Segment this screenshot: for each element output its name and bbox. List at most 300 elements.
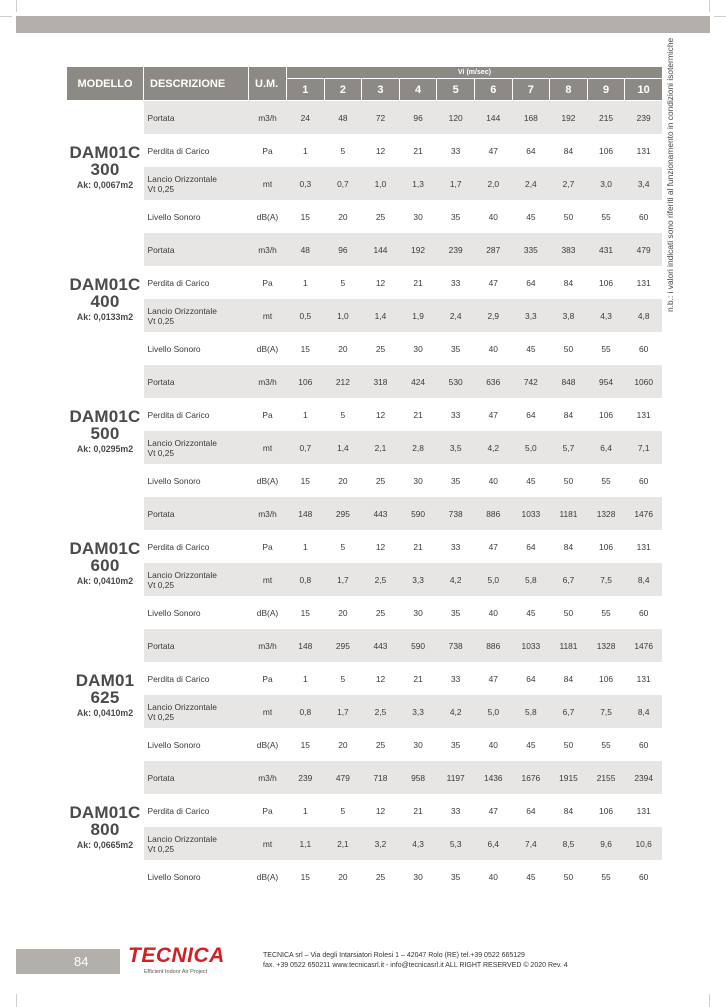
unit-cell: Pa xyxy=(262,805,273,816)
unit-cell: mt xyxy=(249,431,287,464)
description-cell xyxy=(144,398,249,431)
unit-cell: mt xyxy=(249,299,287,332)
value-cell: 1 xyxy=(302,805,308,816)
value-cell: 8,4 xyxy=(625,695,663,728)
description-line-1: Livello Sonoro xyxy=(147,211,201,222)
value-cell: 48 xyxy=(324,101,362,135)
page-number-bar xyxy=(16,949,120,974)
value-cell: 530 xyxy=(437,365,475,398)
value-cell: 1,0 xyxy=(362,167,400,200)
header-speed-1: 1 xyxy=(287,79,325,101)
value-cell: 215 xyxy=(587,101,625,135)
crop-mark xyxy=(709,0,710,12)
table-row xyxy=(67,497,663,530)
value-cell: 84 xyxy=(563,805,574,816)
value-cell: 3,4 xyxy=(625,167,663,200)
unit-cell: Pa xyxy=(262,541,273,552)
value-cell: 590 xyxy=(399,629,437,662)
value-cell: 5 xyxy=(340,673,346,684)
description-line-1: Lancio Orizzontale xyxy=(147,173,217,184)
unit-cell: m3/h xyxy=(249,497,287,530)
value-cell: 12 xyxy=(375,673,386,684)
description-line-1: Perdita di Carico xyxy=(147,805,210,816)
table-row xyxy=(67,299,663,332)
table-row xyxy=(67,332,663,365)
value-cell: 886 xyxy=(474,629,512,662)
value-cell: 64 xyxy=(526,145,536,156)
unit-cell: dB(A) xyxy=(256,871,279,882)
table-row xyxy=(67,134,663,167)
logo-wordmark: TECNICA xyxy=(128,944,225,967)
value-cell: 0,7 xyxy=(287,431,325,464)
value-cell: 25 xyxy=(375,343,386,354)
table-row xyxy=(67,365,663,398)
value-cell: 4,3 xyxy=(399,827,437,860)
value-cell: 106 xyxy=(599,541,614,552)
value-cell: 12 xyxy=(375,145,386,156)
value-cell: 20 xyxy=(338,475,348,486)
value-cell: 2,8 xyxy=(399,431,437,464)
value-cell: 9,6 xyxy=(587,827,625,860)
header-um: U.M. xyxy=(249,67,287,101)
table-row xyxy=(67,464,663,497)
description-line-1: Perdita di Carico xyxy=(147,277,210,288)
description-line-1: Perdita di Carico xyxy=(147,673,210,684)
description-line-1: Portata xyxy=(147,640,175,651)
description-cell xyxy=(144,365,249,398)
model-name-line-1: DAM01C xyxy=(69,143,141,162)
value-cell: 47 xyxy=(488,145,498,156)
model-name-line-2: 600 xyxy=(90,556,120,575)
description-cell xyxy=(144,794,249,827)
value-cell: 0,7 xyxy=(324,167,362,200)
header-speed-6: 6 xyxy=(474,79,512,101)
description-cell xyxy=(144,563,249,596)
description-line-1: Livello Sonoro xyxy=(147,607,201,618)
value-cell: 12 xyxy=(375,541,386,552)
model-cell xyxy=(67,233,144,365)
value-cell: 21 xyxy=(413,805,423,816)
value-cell: 20 xyxy=(338,739,348,750)
table-row xyxy=(67,431,663,464)
value-cell: 60 xyxy=(639,739,649,750)
description-cell xyxy=(144,464,249,497)
value-cell: 35 xyxy=(451,475,461,486)
description-line-2: Vt 0,25 xyxy=(147,843,175,854)
value-cell: 33 xyxy=(451,145,461,156)
description-cell xyxy=(144,695,249,728)
value-cell: 131 xyxy=(636,409,651,420)
value-cell: 30 xyxy=(413,211,423,222)
description-line-1: Lancio Orizzontale xyxy=(147,701,217,712)
description-cell xyxy=(144,134,249,167)
description-cell xyxy=(144,728,249,761)
value-cell: 12 xyxy=(375,277,386,288)
value-cell: 35 xyxy=(451,739,461,750)
value-cell: 50 xyxy=(563,343,574,354)
model-cell xyxy=(67,497,144,629)
value-cell: 5,7 xyxy=(550,431,588,464)
value-cell: 4,2 xyxy=(437,695,475,728)
value-cell: 1,1 xyxy=(287,827,325,860)
model-cell xyxy=(67,101,144,234)
value-cell: 25 xyxy=(375,739,386,750)
table-body xyxy=(67,101,663,894)
value-cell: 1328 xyxy=(587,629,625,662)
header-modello: MODELLO xyxy=(67,67,144,101)
description-line-1: Portata xyxy=(147,508,175,519)
table-row xyxy=(67,398,663,431)
value-cell: 6,7 xyxy=(550,695,588,728)
value-cell: 1060 xyxy=(625,365,663,398)
value-cell: 8,5 xyxy=(550,827,588,860)
value-cell: 50 xyxy=(563,739,574,750)
value-cell: 5,0 xyxy=(474,563,512,596)
value-cell: 96 xyxy=(399,101,437,135)
side-note-text: n.b.: i valori indicati sono riferiti al funzionamento in condizioni isotermiche xyxy=(665,37,675,312)
model-ak: Ak: 0,0665m2 xyxy=(76,840,134,850)
value-cell: 424 xyxy=(399,365,437,398)
value-cell: 148 xyxy=(287,629,325,662)
value-cell: 3,2 xyxy=(362,827,400,860)
unit-cell: mt xyxy=(249,563,287,596)
description-line-1: Lancio Orizzontale xyxy=(147,437,217,448)
value-cell: 168 xyxy=(512,101,550,135)
value-cell: 15 xyxy=(300,475,310,486)
model-name-line-2: 300 xyxy=(90,160,120,179)
value-cell: 5,8 xyxy=(512,563,550,596)
table-row xyxy=(67,200,663,233)
value-cell: 45 xyxy=(526,343,536,354)
value-cell: 131 xyxy=(636,673,651,684)
value-cell: 1,4 xyxy=(362,299,400,332)
value-cell: 1676 xyxy=(512,761,550,794)
value-cell: 192 xyxy=(399,233,437,266)
value-cell: 287 xyxy=(474,233,512,266)
value-cell: 106 xyxy=(287,365,325,398)
value-cell: 5,0 xyxy=(474,695,512,728)
unit-cell: mt xyxy=(249,695,287,728)
value-cell: 4,8 xyxy=(625,299,663,332)
value-cell: 636 xyxy=(474,365,512,398)
page-number: 84 xyxy=(74,954,89,969)
model-cell xyxy=(67,629,144,761)
value-cell: 1,9 xyxy=(399,299,437,332)
value-cell: 64 xyxy=(526,673,536,684)
specification-table xyxy=(66,66,663,893)
value-cell: 131 xyxy=(636,277,651,288)
value-cell: 131 xyxy=(636,541,651,552)
crop-mark xyxy=(16,994,17,1007)
description-cell xyxy=(144,497,249,530)
value-cell: 33 xyxy=(451,673,461,684)
value-cell: 5,0 xyxy=(512,431,550,464)
value-cell: 5 xyxy=(340,277,346,288)
table-row xyxy=(67,167,663,200)
value-cell: 958 xyxy=(399,761,437,794)
model-ak: Ak: 0,0133m2 xyxy=(76,312,134,322)
value-cell: 1,3 xyxy=(399,167,437,200)
table-row xyxy=(67,860,663,893)
value-cell: 15 xyxy=(300,607,310,618)
description-cell xyxy=(144,431,249,464)
value-cell: 7,4 xyxy=(512,827,550,860)
value-cell: 35 xyxy=(451,343,461,354)
value-cell: 2,5 xyxy=(362,563,400,596)
value-cell: 21 xyxy=(413,145,423,156)
value-cell: 40 xyxy=(488,871,498,882)
unit-cell: dB(A) xyxy=(256,739,279,750)
value-cell: 45 xyxy=(526,739,536,750)
value-cell: 55 xyxy=(601,475,611,486)
unit-cell: m3/h xyxy=(249,761,287,794)
description-line-2: Vt 0,25 xyxy=(147,183,175,194)
value-cell: 131 xyxy=(636,145,651,156)
value-cell: 106 xyxy=(599,145,614,156)
value-cell: 6,7 xyxy=(550,563,588,596)
value-cell: 1033 xyxy=(512,629,550,662)
value-cell: 30 xyxy=(413,343,423,354)
value-cell: 45 xyxy=(526,607,536,618)
value-cell: 431 xyxy=(587,233,625,266)
value-cell: 192 xyxy=(550,101,588,135)
value-cell: 15 xyxy=(300,211,310,222)
value-cell: 1 xyxy=(302,409,308,420)
value-cell: 12 xyxy=(375,805,386,816)
value-cell: 35 xyxy=(451,607,461,618)
value-cell: 144 xyxy=(474,101,512,135)
value-cell: 239 xyxy=(437,233,475,266)
description-cell xyxy=(144,266,249,299)
unit-cell: m3/h xyxy=(249,629,287,662)
header-speed-2: 2 xyxy=(324,79,362,101)
model-name-line-1: DAM01C xyxy=(69,539,141,558)
value-cell: 0,8 xyxy=(287,695,325,728)
header-speed-8: 8 xyxy=(550,79,588,101)
value-cell: 60 xyxy=(639,475,649,486)
description-line-1: Perdita di Carico xyxy=(147,541,210,552)
value-cell: 84 xyxy=(563,673,574,684)
description-cell xyxy=(144,827,249,860)
value-cell: 40 xyxy=(488,607,498,618)
value-cell: 55 xyxy=(601,607,611,618)
value-cell: 848 xyxy=(550,365,588,398)
value-cell: 84 xyxy=(563,409,574,420)
unit-cell: dB(A) xyxy=(256,475,279,486)
description-line-1: Livello Sonoro xyxy=(147,343,201,354)
value-cell: 6,4 xyxy=(474,827,512,860)
unit-cell: m3/h xyxy=(249,365,287,398)
table-row xyxy=(67,794,663,827)
header-speed-10: 10 xyxy=(625,79,663,101)
value-cell: 1476 xyxy=(625,497,663,530)
value-cell: 25 xyxy=(375,211,386,222)
model-name-line-2: 400 xyxy=(90,292,120,311)
value-cell: 40 xyxy=(488,475,498,486)
value-cell: 24 xyxy=(287,101,325,135)
value-cell: 12 xyxy=(375,409,386,420)
value-cell: 1915 xyxy=(550,761,588,794)
value-cell: 1 xyxy=(302,673,308,684)
description-line-1: Perdita di Carico xyxy=(147,145,210,156)
model-name-line-1: DAM01C xyxy=(69,275,141,294)
value-cell: 443 xyxy=(362,497,400,530)
value-cell: 5 xyxy=(340,541,346,552)
value-cell: 3,3 xyxy=(512,299,550,332)
unit-cell: Pa xyxy=(262,409,273,420)
value-cell: 3,8 xyxy=(550,299,588,332)
value-cell: 1181 xyxy=(550,629,588,662)
value-cell: 718 xyxy=(362,761,400,794)
description-line-2: Vt 0,25 xyxy=(147,579,175,590)
tecnica-logo xyxy=(128,944,224,976)
value-cell: 106 xyxy=(599,805,614,816)
company-line-2: fax. +39 0522 650211 www.tecnicasrl.it - info@tecnicasrl.it ALL RIGHT RESERVED © 2020 Rev. 4 xyxy=(263,962,568,969)
value-cell: 1,7 xyxy=(437,167,475,200)
description-line-1: Lancio Orizzontale xyxy=(147,569,217,580)
value-cell: 4,2 xyxy=(474,431,512,464)
value-cell: 5 xyxy=(340,145,346,156)
logo-tagline: Efficient Indoor Air Project xyxy=(144,969,208,975)
unit-cell: m3/h xyxy=(249,101,287,135)
crop-mark xyxy=(0,16,12,17)
table-row xyxy=(67,695,663,728)
description-line-2: Vt 0,25 xyxy=(147,447,175,458)
value-cell: 886 xyxy=(474,497,512,530)
value-cell: 7,1 xyxy=(625,431,663,464)
value-cell: 742 xyxy=(512,365,550,398)
value-cell: 2,4 xyxy=(512,167,550,200)
description-line-1: Portata xyxy=(147,112,175,123)
table-row xyxy=(67,563,663,596)
value-cell: 47 xyxy=(488,805,498,816)
description-cell xyxy=(144,860,249,893)
unit-cell: Pa xyxy=(262,277,273,288)
header-speed-9: 9 xyxy=(587,79,625,101)
value-cell: 131 xyxy=(636,805,651,816)
model-cell xyxy=(67,365,144,497)
value-cell: 0,3 xyxy=(287,167,325,200)
value-cell: 21 xyxy=(413,541,423,552)
value-cell: 5,8 xyxy=(512,695,550,728)
value-cell: 1181 xyxy=(550,497,588,530)
description-line-1: Portata xyxy=(147,772,175,783)
value-cell: 738 xyxy=(437,497,475,530)
value-cell: 7,5 xyxy=(587,695,625,728)
value-cell: 295 xyxy=(324,497,362,530)
value-cell: 40 xyxy=(488,343,498,354)
header-speed-3: 3 xyxy=(362,79,400,101)
value-cell: 3,3 xyxy=(399,563,437,596)
value-cell: 212 xyxy=(324,365,362,398)
value-cell: 0,8 xyxy=(287,563,325,596)
value-cell: 55 xyxy=(601,739,611,750)
description-cell xyxy=(144,596,249,629)
description-line-1: Lancio Orizzontale xyxy=(147,833,217,844)
unit-cell: mt xyxy=(249,167,287,200)
value-cell: 60 xyxy=(639,211,649,222)
value-cell: 5 xyxy=(340,805,346,816)
value-cell: 25 xyxy=(375,607,386,618)
value-cell: 72 xyxy=(362,101,400,135)
description-cell xyxy=(144,200,249,233)
crop-mark xyxy=(714,16,726,17)
value-cell: 106 xyxy=(599,409,614,420)
description-line-2: Vt 0,25 xyxy=(147,315,175,326)
value-cell: 45 xyxy=(526,475,536,486)
model-name-line-2: 800 xyxy=(90,820,120,839)
value-cell: 64 xyxy=(526,277,536,288)
value-cell: 1 xyxy=(302,145,308,156)
value-cell: 60 xyxy=(639,343,649,354)
description-line-1: Livello Sonoro xyxy=(147,739,201,750)
unit-cell: Pa xyxy=(262,673,273,684)
model-ak: Ak: 0,0410m2 xyxy=(76,576,134,586)
value-cell: 239 xyxy=(287,761,325,794)
value-cell: 21 xyxy=(413,409,423,420)
value-cell: 1197 xyxy=(437,761,475,794)
value-cell: 50 xyxy=(563,475,574,486)
value-cell: 20 xyxy=(338,211,348,222)
value-cell: 55 xyxy=(601,871,611,882)
value-cell: 2,5 xyxy=(362,695,400,728)
value-cell: 21 xyxy=(413,277,423,288)
value-cell: 2,1 xyxy=(362,431,400,464)
description-line-1: Lancio Orizzontale xyxy=(147,305,217,316)
unit-cell: m3/h xyxy=(249,233,287,266)
value-cell: 84 xyxy=(563,277,574,288)
value-cell: 3,5 xyxy=(437,431,475,464)
model-name-line-1: DAM01 xyxy=(75,671,135,690)
value-cell: 1,7 xyxy=(324,695,362,728)
value-cell: 295 xyxy=(324,629,362,662)
value-cell: 590 xyxy=(399,497,437,530)
model-ak: Ak: 0,0410m2 xyxy=(76,708,134,718)
value-cell: 120 xyxy=(437,101,475,135)
unit-cell: dB(A) xyxy=(256,607,279,618)
table-row xyxy=(67,761,663,794)
value-cell: 8,4 xyxy=(625,563,663,596)
header-speed-5: 5 xyxy=(437,79,475,101)
value-cell: 2,1 xyxy=(324,827,362,860)
value-cell: 35 xyxy=(451,211,461,222)
unit-cell: mt xyxy=(249,827,287,860)
value-cell: 30 xyxy=(413,871,423,882)
table-row xyxy=(67,530,663,563)
table-row xyxy=(67,596,663,629)
value-cell: 33 xyxy=(451,277,461,288)
description-cell xyxy=(144,530,249,563)
value-cell: 64 xyxy=(526,541,536,552)
value-cell: 50 xyxy=(563,607,574,618)
value-cell: 33 xyxy=(451,805,461,816)
unit-cell: dB(A) xyxy=(256,343,279,354)
description-line-1: Perdita di Carico xyxy=(147,409,210,420)
value-cell: 4,2 xyxy=(437,563,475,596)
table-row xyxy=(67,629,663,662)
table-row xyxy=(67,662,663,695)
value-cell: 1 xyxy=(302,277,308,288)
value-cell: 47 xyxy=(488,277,498,288)
value-cell: 64 xyxy=(526,409,536,420)
value-cell: 96 xyxy=(324,233,362,266)
value-cell: 738 xyxy=(437,629,475,662)
model-name-line-2: 500 xyxy=(90,424,120,443)
description-cell xyxy=(144,629,249,662)
value-cell: 3,3 xyxy=(399,695,437,728)
table-row xyxy=(67,101,663,135)
value-cell: 2155 xyxy=(587,761,625,794)
